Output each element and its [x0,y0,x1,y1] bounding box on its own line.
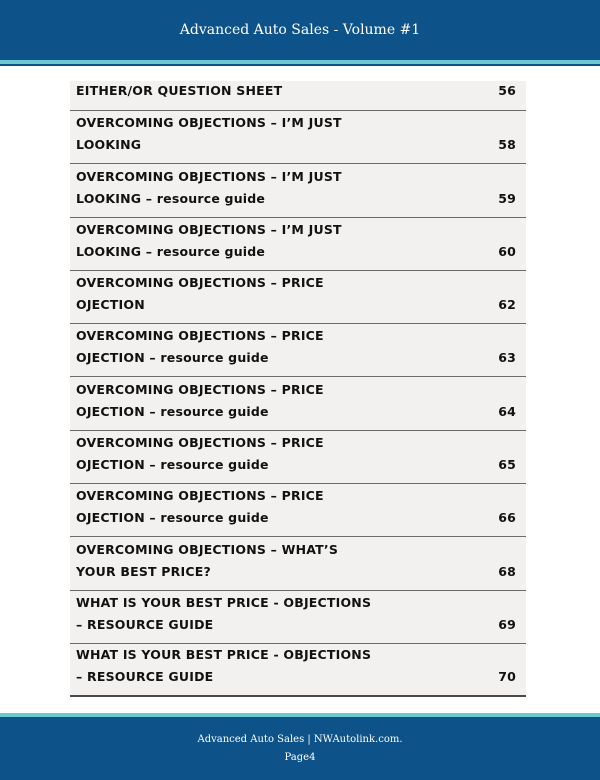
toc-entry[interactable] [70,81,526,111]
toc-entry-title-line1: OVERCOMING OBJECTIONS – PRICE [76,328,324,344]
toc-entry-title-line2: OJECTION – resource guide [76,350,269,366]
toc-entry-title-line2: LOOKING [76,137,142,153]
toc-entry-title [76,80,282,102]
toc-entry-title [76,485,324,529]
toc-entry-title-line2: OJECTION – resource guide [76,457,269,473]
toc-entry-page-number: 62 [498,297,516,313]
toc-entry-title-line1: OVERCOMING OBJECTIONS – PRICE [76,381,324,397]
toc-entry-title [76,644,371,688]
toc-entry-page-number: 69 [498,616,516,632]
toc-entry-title [76,219,342,263]
toc-entry-title-line1: WHAT IS YOUR BEST PRICE - OBJECTIONS [76,647,372,663]
toc-entry[interactable] [70,164,526,217]
footer-page-number: Page4 [284,751,316,763]
page-header [0,0,600,60]
toc-entry[interactable] [70,377,526,430]
toc-entry[interactable] [70,644,526,697]
toc-entry-title-line1: EITHER/OR QUESTION SHEET [76,83,283,98]
toc-entry-title-line1: OVERCOMING OBJECTIONS – WHAT’S [76,541,339,557]
toc-entry-title [76,166,342,210]
toc-entry-page-number: 65 [498,457,516,473]
header-divider [0,64,600,66]
toc-entry-title-line1: OVERCOMING OBJECTIONS – PRICE [76,488,324,504]
toc-entry-title [76,379,324,423]
header-title: Advanced Auto Sales - Volume #1 [179,22,421,38]
toc-entry[interactable] [70,271,526,324]
toc-entry-title-line1: OVERCOMING OBJECTIONS – I’M JUST [76,168,342,184]
toc-entry[interactable] [70,537,526,590]
toc-entry-title-line2: OJECTION [76,297,145,313]
page-footer [0,717,600,780]
toc-entry-page-number: 56 [498,83,516,98]
toc-entry-page-number: 60 [498,243,516,259]
toc-entry-title [76,592,371,636]
toc-entry-title-line2: YOUR BEST PRICE? [76,563,211,579]
toc-entry-title-line2: LOOKING – resource guide [76,243,266,259]
toc-entry[interactable] [70,431,526,484]
toc-entry[interactable] [70,324,526,377]
toc-entry[interactable] [70,484,526,537]
toc-entry[interactable] [70,111,526,164]
toc-entry-title [76,112,342,156]
toc-entry-title-line1: OVERCOMING OBJECTIONS – PRICE [76,435,324,451]
toc-entry-title-line1: WHAT IS YOUR BEST PRICE - OBJECTIONS [76,594,372,610]
toc-entry-page-number: 59 [498,190,516,206]
toc-entry-title-line2: LOOKING – resource guide [76,190,266,206]
toc-entry-title-line2: OJECTION – resource guide [76,403,269,419]
toc-entry-page-number: 58 [498,137,516,153]
toc-entry-title-line1: OVERCOMING OBJECTIONS – I’M JUST [76,115,342,131]
toc-entry-title-line1: OVERCOMING OBJECTIONS – I’M JUST [76,221,342,237]
toc-entry-title-line2: OJECTION – resource guide [76,510,269,526]
toc-entry-title [76,539,338,583]
toc-entry-page-number: 63 [498,350,516,366]
toc-entry-title [76,325,324,369]
toc-entry[interactable] [70,218,526,271]
toc-entry-title [76,432,324,476]
toc-entry-title [76,272,324,316]
toc-entry[interactable] [70,591,526,644]
table-of-contents [70,81,526,697]
toc-entry-page-number: 64 [498,403,516,419]
toc-entry-title-line1: OVERCOMING OBJECTIONS – PRICE [76,275,324,291]
toc-entry-page-number: 66 [498,510,516,526]
toc-entry-title-line2: – RESOURCE GUIDE [76,616,214,632]
toc-entry-page-number: 68 [498,563,516,579]
toc-entry-title-line2: – RESOURCE GUIDE [76,669,214,685]
footer-site-line: Advanced Auto Sales | NWAutolink.com. [197,733,403,745]
toc-entry-page-number: 70 [498,669,516,685]
